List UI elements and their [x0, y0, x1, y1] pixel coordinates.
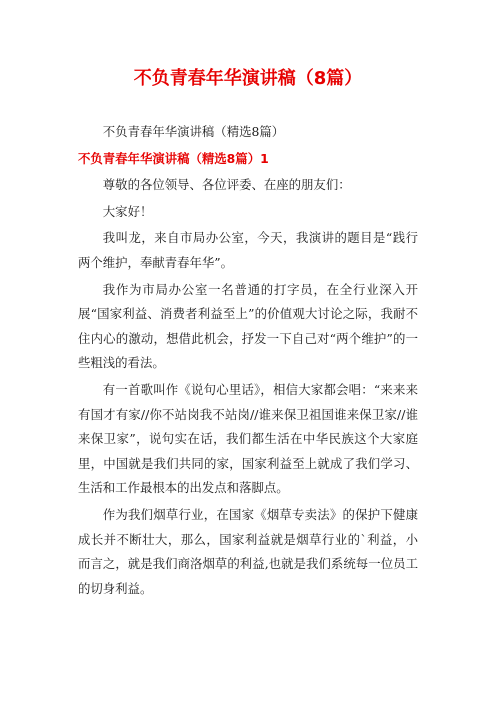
paragraph-body-2: 有一首歌叫作《说句心里话》，相信大家都会唱：“来来来有国才有家//你不站岗我不站岗//谁来保卫祖国谁来保卫家//谁来保卫家”，说句实在话，我们都生活在中华民族这个大家庭里，中国就是我们共同的家，国家利益至上就成了我们学习、生活和工作最根本的出发点和落脚点。: [78, 381, 418, 496]
paragraph-body-1: 我作为市局办公室一名普通的打字员，在全行业深入开展“国家利益、消费者利益至上”的价值观大讨论之际，我耐不住内心的激动，想借此机会，抒发一下自己对“两个维护”的一些粗浅的看法。: [78, 281, 418, 371]
document-title: 不负青春年华演讲稿（8篇）: [133, 68, 363, 89]
paragraph-salutation: 尊敬的各位领导、各位评委、在座的朋友们：: [102, 177, 351, 193]
paragraph-greeting: 大家好！: [102, 203, 153, 219]
paragraph-body-3: 作为我们烟草行业，在国家《烟草专卖法》的保护下健康成长并不断壮大，那么，国家利益就是烟草行业的`利益，小而言之，就是我们商洛烟草的利益,也就是我们系统每一位员工的切身利益。: [78, 506, 418, 596]
document-body: [78, 120, 418, 603]
paragraph-introduction: 我叫龙，来自市局办公室，今天，我演讲的题目是“践行两个维护，奉献青春年华”。: [78, 230, 418, 270]
lead-paragraph: 不负青春年华演讲稿（精选8篇）: [102, 124, 285, 139]
section-heading: 不负青春年华演讲稿（精选8篇）1: [78, 150, 269, 166]
